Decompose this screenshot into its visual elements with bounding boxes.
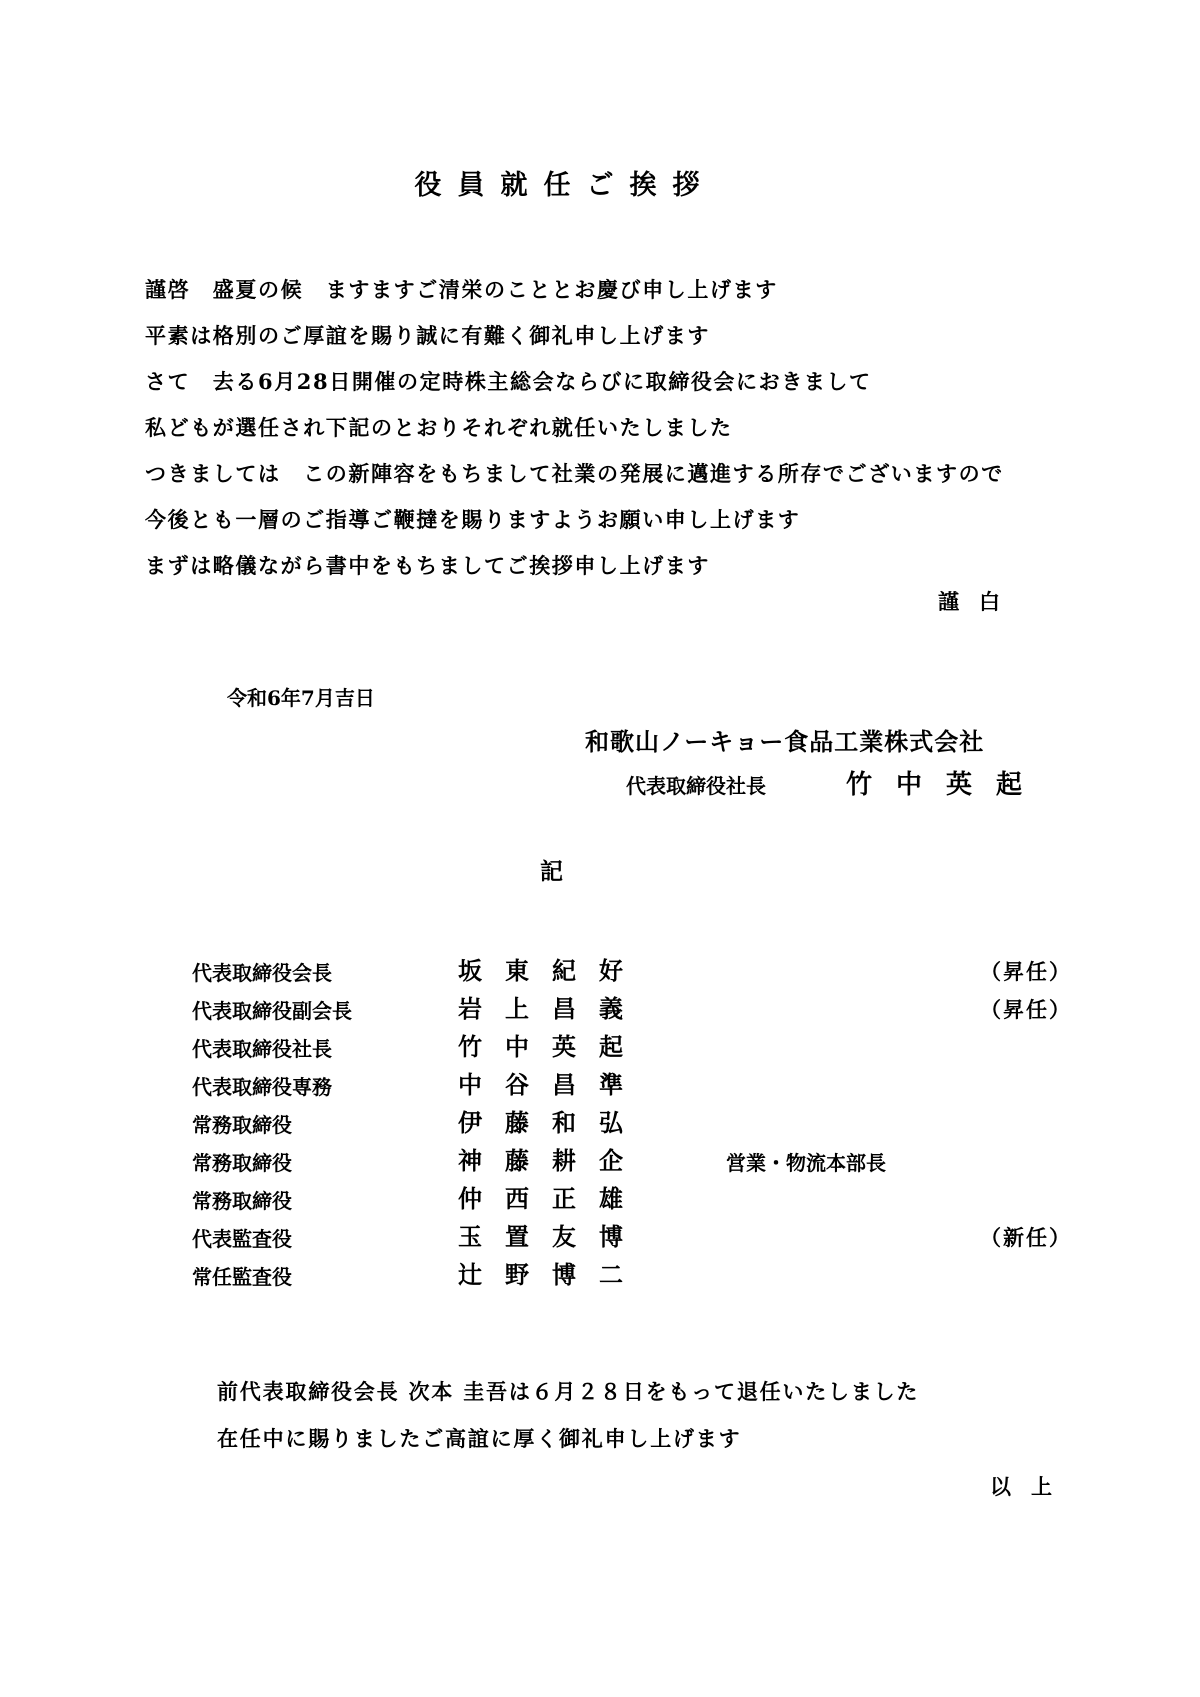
- body-line: 今後とも一層のご指導ご鞭撻を賜りますようお願い申し上げます: [145, 507, 801, 532]
- officer-name: 岩上昌義: [458, 994, 646, 1023]
- officer-name: 坂東紀好: [458, 956, 646, 985]
- officer-row: [192, 1179, 1072, 1215]
- retirement-line: 前代表取締役会長 次本 圭吾は６月２８日をもって退任いたしました: [217, 1379, 920, 1404]
- closing-kinpaku: 謹白: [938, 589, 1020, 614]
- officer-row: [192, 1217, 1072, 1253]
- officer-row: [192, 1065, 1072, 1101]
- officer-name: 仲西正雄: [458, 1184, 646, 1213]
- body-line: 平素は格別のご厚誼を賜り誠に有難く御礼申し上げます: [145, 323, 710, 348]
- body-line: さて 去る6月28日開催の定時株主総会ならびに取締役会におきまして: [145, 369, 872, 394]
- officer-title: 常務取締役: [192, 1189, 292, 1213]
- officer-row: [192, 1141, 1072, 1177]
- officer-row: [192, 1103, 1072, 1139]
- body-line: 謹啓 盛夏の候 ますますご清栄のこととお慶び申し上げます: [145, 277, 778, 302]
- officer-row: [192, 1027, 1072, 1063]
- issue-date: 令和6年7月吉日: [227, 686, 375, 710]
- officer-status: （新任）: [980, 1225, 1072, 1250]
- officer-dept: 営業・物流本部長: [726, 1151, 886, 1175]
- closing-ijo: 以上: [990, 1474, 1072, 1499]
- officer-name: 中谷昌準: [458, 1070, 646, 1099]
- body-line: つきましては この新陣容をもちまして社業の発展に邁進する所存でございますので: [145, 461, 1004, 486]
- officer-name: 伊藤和弘: [458, 1108, 646, 1137]
- body-line: まずは略儀ながら書中をもちましてご挨拶申し上げます: [145, 553, 710, 578]
- signatory: [626, 764, 1046, 801]
- body-line: 私どもが選任され下記のとおりそれぞれ就任いたしました: [145, 415, 733, 440]
- officer-name: 玉置友博: [458, 1222, 646, 1251]
- officer-title: 常務取締役: [192, 1113, 292, 1137]
- officer-title: 代表取締役会長: [192, 961, 332, 985]
- signatory-name: 竹中英起: [846, 770, 1047, 800]
- officer-title: 代表監査役: [192, 1227, 292, 1251]
- document-title: 役員就任ご挨拶: [414, 170, 716, 201]
- officer-name: 神藤耕企: [458, 1146, 646, 1175]
- officer-row: [192, 1255, 1072, 1291]
- officer-title: 代表取締役専務: [192, 1075, 332, 1099]
- officer-title: 常任監査役: [192, 1265, 292, 1289]
- company-name: 和歌山ノーキョー食品工業株式会社: [585, 727, 985, 756]
- officer-row: [192, 989, 1072, 1025]
- officer-name: 竹中英起: [458, 1032, 646, 1061]
- officer-status: （昇任）: [980, 997, 1072, 1022]
- officer-name: 辻野博二: [458, 1260, 646, 1289]
- officer-status: （昇任）: [980, 959, 1072, 984]
- officer-title: 常務取締役: [192, 1151, 292, 1175]
- officer-title: 代表取締役社長: [192, 1037, 332, 1061]
- ki-heading: 記: [540, 858, 563, 885]
- officer-title: 代表取締役副会長: [192, 999, 352, 1023]
- officer-row: [192, 951, 1072, 987]
- signatory-title: 代表取締役社長: [626, 774, 766, 798]
- retirement-line: 在任中に賜りましたご高誼に厚く御礼申し上げます: [217, 1426, 742, 1451]
